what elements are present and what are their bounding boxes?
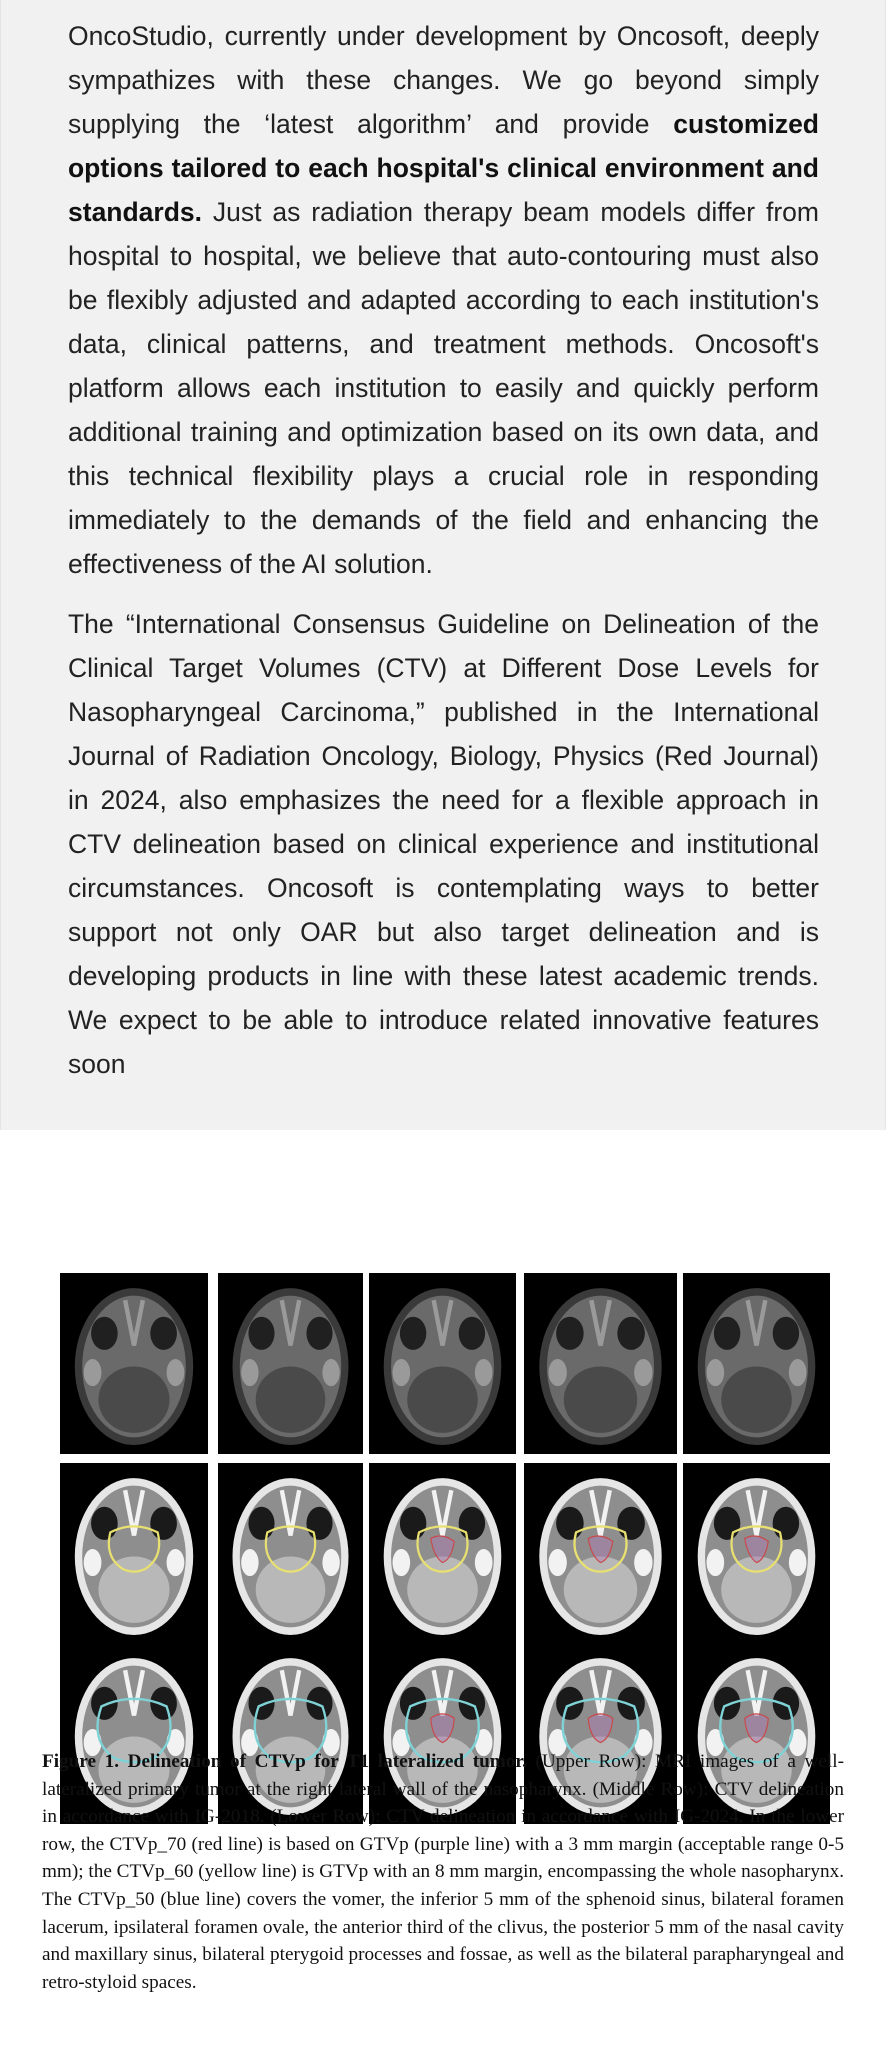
figure-caption — [42, 1748, 844, 1996]
figure-section — [0, 1130, 886, 2059]
scan-image-mri-2 — [218, 1273, 363, 1454]
paragraph-text: Just as radiation therapy beam models differ from hospital to hospital, we believe that auto-contouring must also be flexibly adjusted and adapted according to each institution's data, clinical patterns, and treatment methods. Oncosoft's platform allows each institution to easily and quickly perform additional training and optimization based on its own data, and this technical flexibility plays a crucial role in responding immediately to the demands of the field and enhancing the effectiveness of the AI solution. — [68, 197, 819, 579]
scan-image-ct-ig2018-5 — [683, 1463, 830, 1644]
scan-image-mri-5 — [683, 1273, 830, 1454]
scan-image-ct-ig2018-3 — [369, 1463, 516, 1644]
paragraph-text: OncoStudio, currently under development by Oncosoft, deeply sympathizes with these changes. We go beyond simply supplying the ‘latest algorithm’ and provide — [68, 21, 819, 139]
paragraph-guideline: The “International Consensus Guideline on Delineation of the Clinical Target Volumes (CTV) at Different Dose Levels for Nasopharyngeal Carcinoma,” published in the International Journal of Radiation Oncology, Biology, Physics (Red Journal) in 2024, also emphasizes the need for a flexible approach in CTV delineation based on clinical experience and institutional circumstances. Oncosoft is contemplating ways to better support not only OAR but also target delineation and is developing products in line with these latest academic trends. We expect to be able to introduce related innovative features soon — [68, 609, 819, 1079]
bold-emphasis: customized options tailored to each hospital's clinical environment and standards. — [68, 109, 819, 227]
figure-caption-text: (Upper Row): MRI images of a well-lateralized primary tumor at the right lateral wall of the nasopharynx. (Middle Row): CTV delineation in accordance with IG-2018. (Lower Row): CTV delineation in accordance with IG-2024. In the lower row, the CTVp_70 (red line) is based on GTVp (purple line) with a 3 mm margin (acceptable range 0-5 mm); the CTVp_60 (yellow line) is GTVp with an 8 mm margin, encompassing the whole nasopharynx. The CTVp_50 (blue line) covers the vomer, the inferior 5 mm of the sphenoid sinus, bilateral foramen lacerum, ipsilateral foramen ovale, the anterior third of the clivus, the posterior 5 mm of the nasal cavity and maxillary sinus, bilateral pterygoid processes and fossae, as well as the bilateral parapharyngeal and retro-styloid spaces. — [42, 1751, 844, 1993]
paragraph-oncostudio — [68, 14, 819, 586]
scan-image-ct-ig2018-2 — [218, 1463, 363, 1644]
scan-image-mri-1 — [60, 1273, 208, 1454]
scan-image-ct-ig2018-4 — [524, 1463, 677, 1644]
scan-image-mri-4 — [524, 1273, 677, 1454]
scan-image-mri-3 — [369, 1273, 516, 1454]
figure-caption-title: Figure 1. Delineation of CTVp for T1 lateralized tumor. — [42, 1751, 527, 1772]
scan-image-ct-ig2018-1 — [60, 1463, 208, 1644]
